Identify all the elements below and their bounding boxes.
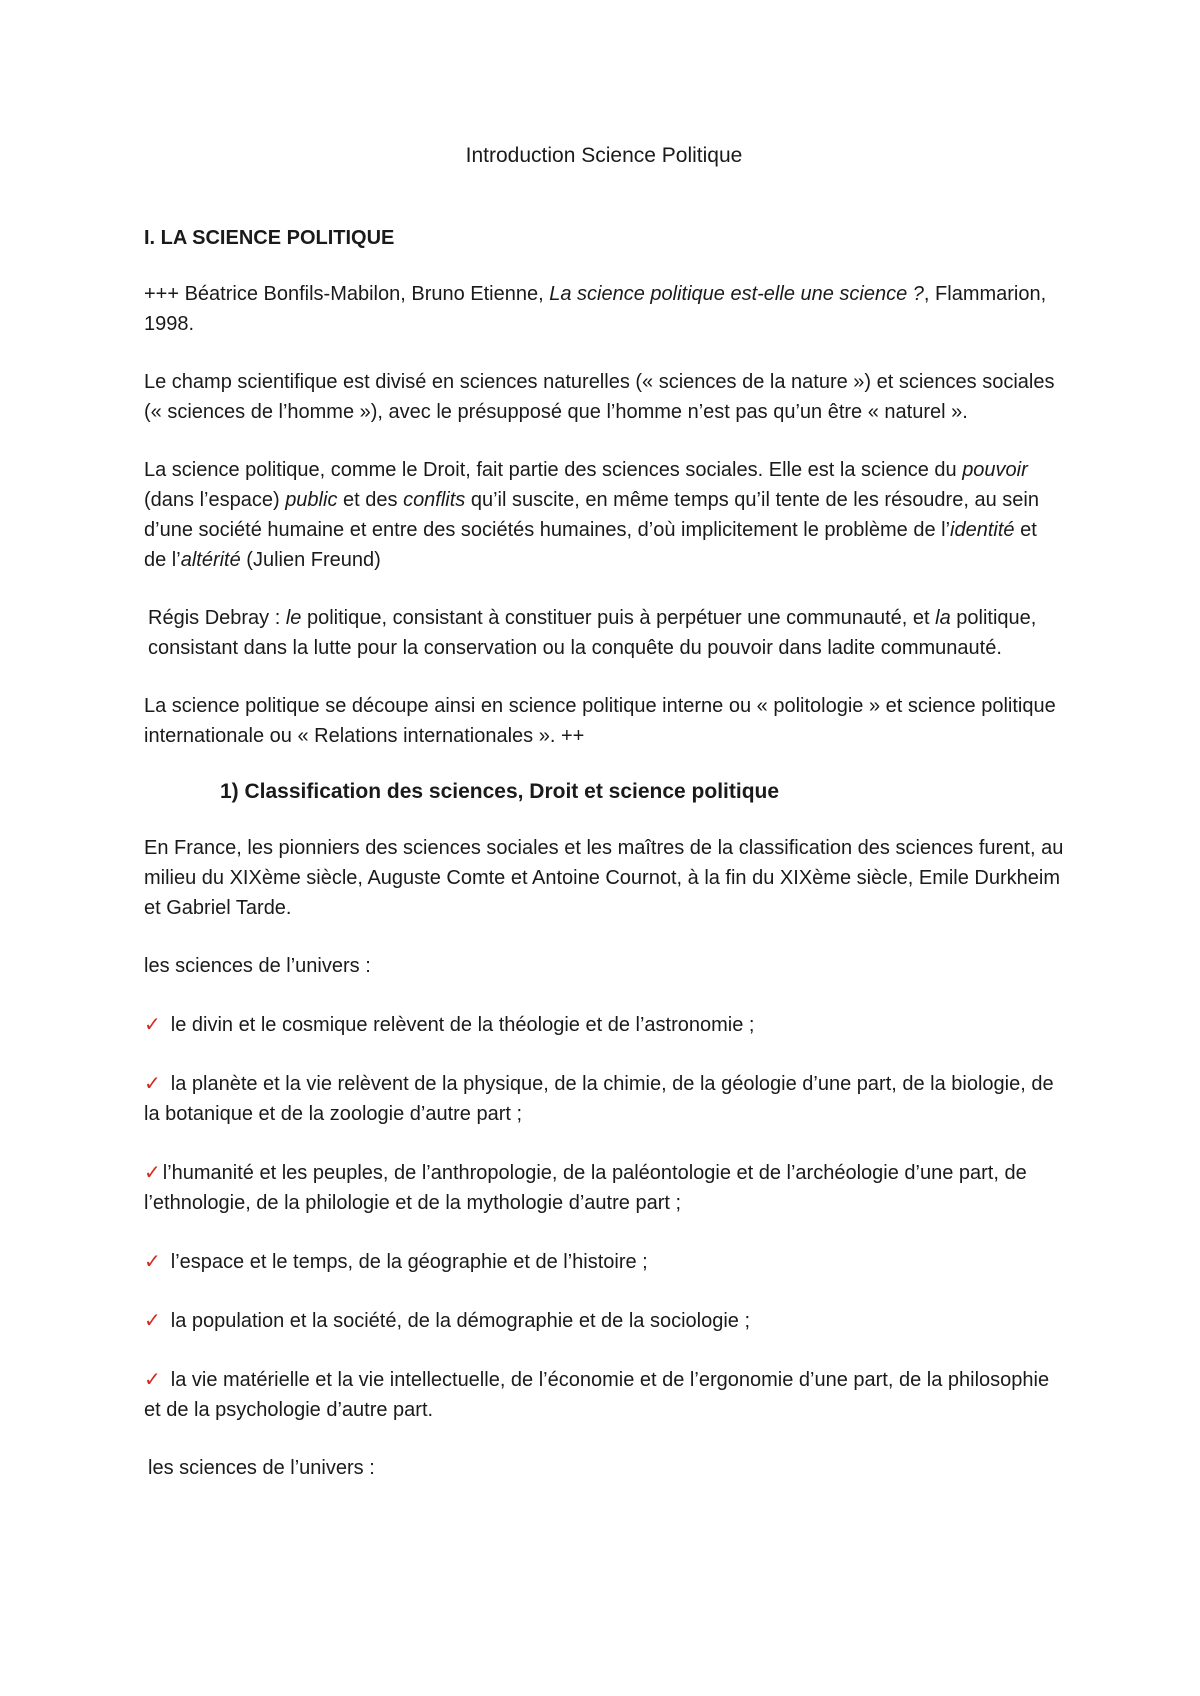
checklist-item-text: la planète et la vie relèvent de la physique, de la chimie, de la géologie d’une part, de la biologie, de la botanique et de la zoologie d’autre part ;	[144, 1073, 1054, 1125]
check-icon: ✓	[144, 1308, 161, 1332]
italic-term-conflits: conflits	[403, 489, 466, 511]
checklist-item	[144, 1305, 1064, 1336]
italic-term-identite: identité	[950, 519, 1015, 541]
list-intro: les sciences de l’univers :	[144, 955, 371, 977]
list-intro-repeat: les sciences de l’univers :	[148, 1457, 375, 1479]
section-heading: I. LA SCIENCE POLITIQUE	[144, 227, 395, 249]
checklist-item-text: le divin et le cosmique relèvent de la théologie et de l’astronomie ;	[170, 1014, 755, 1036]
checklist-item-text: la population et la société, de la démographie et de la sociologie ;	[170, 1310, 751, 1332]
checklist-item	[144, 1246, 1064, 1277]
paragraph-political-science-definition	[144, 455, 1064, 575]
text-run: et des	[337, 489, 404, 511]
checklist-item-text: l’espace et le temps, de la géographie et de l’histoire ;	[170, 1251, 648, 1273]
check-icon: ✓	[144, 1249, 161, 1273]
paragraph-pioneers: En France, les pionniers des sciences sociales et les maîtres de la classification des sciences furent, au milieu du XIXème siècle, Auguste Comte et Antoine Cournot, à la fin du XIXème siècle, Emile Durkheim et Gabriel Tarde.	[144, 837, 1064, 919]
paragraph-political-science-division: La science politique se découpe ainsi en science politique interne ou « politologie » et science politique internationale ou « Relations internationales ». ++	[144, 695, 1056, 747]
text-run: (Julien Freund)	[240, 549, 381, 571]
reference-publisher: , Flammarion, 1998.	[144, 283, 1047, 335]
paragraph-natural-social-sciences: Le champ scientifique est divisé en sciences naturelles (« sciences de la nature ») et sciences sociales (« sciences de l’homme »), avec le présupposé que l’homme n’est pas qu’un être « naturel ».	[144, 371, 1055, 423]
document-title: Introduction Science Politique	[465, 144, 743, 167]
italic-term-public: public	[285, 489, 338, 511]
italic-term-le: le	[285, 607, 302, 629]
checklist-item-text: l’humanité et les peuples, de l’anthropologie, de la paléontologie et de l’archéologie d’une part, de l’ethnologie, de la philologie et de la mythologie d’autre part ;	[144, 1162, 1027, 1214]
checklist-item	[144, 1068, 1064, 1129]
checklist-item	[144, 1364, 1064, 1425]
check-icon: ✓	[144, 1071, 161, 1095]
text-run: (dans l’espace)	[144, 489, 286, 511]
italic-term-alterite: altérité	[180, 549, 241, 571]
text-run: Régis Debray :	[148, 607, 286, 629]
text-run: politique, consistant à constituer puis à perpétuer une communauté, et	[301, 607, 936, 629]
check-icon: ✓	[144, 1160, 161, 1184]
reference-book-title: La science politique est-elle une science ?	[549, 283, 924, 305]
italic-term-pouvoir: pouvoir	[962, 459, 1028, 481]
document-body	[144, 141, 1064, 1511]
subsection-heading: 1) Classification des sciences, Droit et science politique	[220, 780, 780, 803]
checklist-item	[144, 1157, 1064, 1218]
bibliographic-reference	[144, 279, 1064, 339]
checklist-item	[144, 1009, 1064, 1040]
text-run: La science politique, comme le Droit, fait partie des sciences sociales. Elle est la science du	[144, 459, 963, 481]
check-icon: ✓	[144, 1367, 161, 1391]
reference-authors: +++ Béatrice Bonfils-Mabilon, Bruno Etienne,	[144, 283, 550, 305]
italic-term-la: la	[935, 607, 951, 629]
text-run: qu’il suscite, en même temps qu’il tente de les résoudre, au sein d’une société humaine et entre des sociétés humaines, d’où implicitement le problème de l’	[144, 489, 1039, 541]
paragraph-regis-debray	[144, 603, 1064, 663]
checklist-item-text: la vie matérielle et la vie intellectuelle, de l’économie et de l’ergonomie d’une part, de la philosophie et de la psychologie d’autre part.	[144, 1369, 1050, 1421]
check-icon: ✓	[144, 1012, 161, 1036]
text-run: politique, consistant dans la lutte pour la conservation ou la conquête du pouvoir dans ladite communauté.	[148, 607, 1037, 659]
text-run: et de l’	[144, 519, 1037, 571]
